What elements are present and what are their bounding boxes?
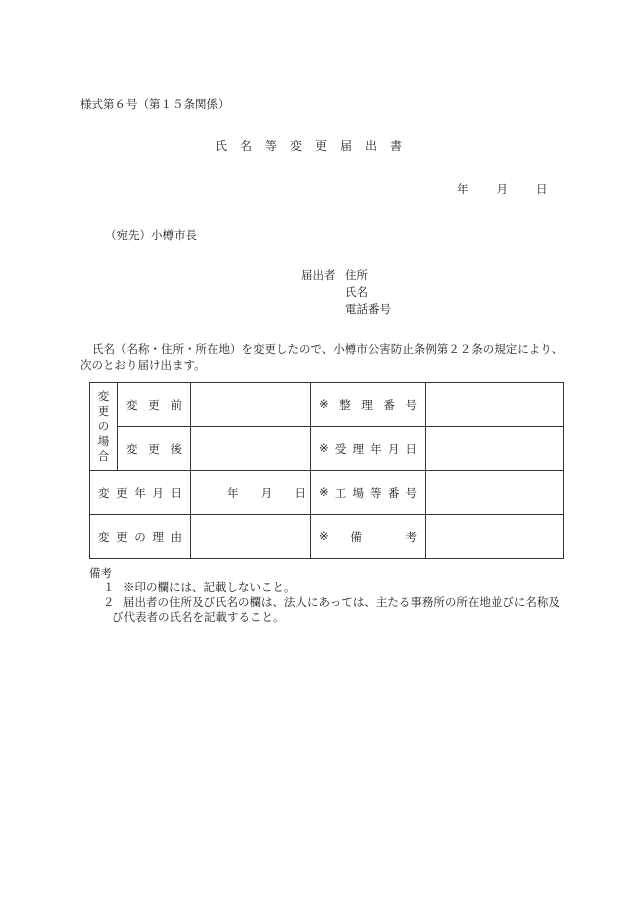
after-field[interactable] [191, 427, 311, 471]
note-item-continuation: び代表者の氏名を記載すること。 [112, 610, 285, 624]
after-label: 変 更 後 [118, 427, 191, 471]
received-date-field[interactable] [426, 427, 564, 471]
note-item: １ ※印の欄には、記載しないこと。 [103, 580, 296, 594]
factory-number-field[interactable] [426, 471, 564, 515]
body-line-1: 氏名（名称・住所・所在地）を変更したので、小樽市公害防止条例第２２条の規定により、 [92, 342, 564, 356]
reference-number-field[interactable] [426, 383, 564, 427]
addressee: （宛先）小樽市長 [105, 228, 197, 242]
note-item: ２ 届出者の住所及び氏名の欄は、法人にあっては、主たる事務所の所在地並びに名称及 [103, 595, 560, 609]
notes-header: 備考 [89, 566, 112, 580]
received-date-label: ※ 受 理 年 月 日 [311, 427, 426, 471]
day-label: 日 [536, 182, 548, 196]
remarks-field[interactable] [426, 515, 564, 559]
address-label: 住所 [345, 268, 368, 282]
change-form-table [89, 382, 564, 559]
reason-field[interactable] [191, 515, 311, 559]
form-number: 様式第６号（第１５条関係） [80, 97, 230, 111]
body-line-2: 次のとおり届け出ます。 [80, 358, 206, 372]
change-date-field[interactable]: 年 月 日 [191, 471, 311, 515]
body-text [80, 341, 563, 373]
year-label: 年 [457, 182, 469, 196]
month-label: 月 [496, 182, 508, 196]
change-date-label: 変 更 年 月 日 [90, 471, 191, 515]
remarks-label: ※ 備 考 [311, 515, 426, 559]
phone-label: 電話番号 [345, 302, 391, 316]
submission-date [457, 181, 548, 197]
applicant-block [301, 267, 391, 318]
reference-number-label: ※ 整 理 番 号 [311, 383, 426, 427]
notes-list [103, 580, 560, 625]
reason-label: 変 更 の 理 由 [90, 515, 191, 559]
before-label: 変 更 前 [118, 383, 191, 427]
change-case-label: 変 更 の 場 合 [90, 383, 118, 471]
name-label: 氏名 [345, 285, 368, 299]
document-title: 氏名等変更届出書 [214, 139, 415, 153]
factory-number-label: ※ 工 場 等 番 号 [311, 471, 426, 515]
applicant-label: 届出者 [301, 268, 336, 282]
before-field[interactable] [191, 383, 311, 427]
